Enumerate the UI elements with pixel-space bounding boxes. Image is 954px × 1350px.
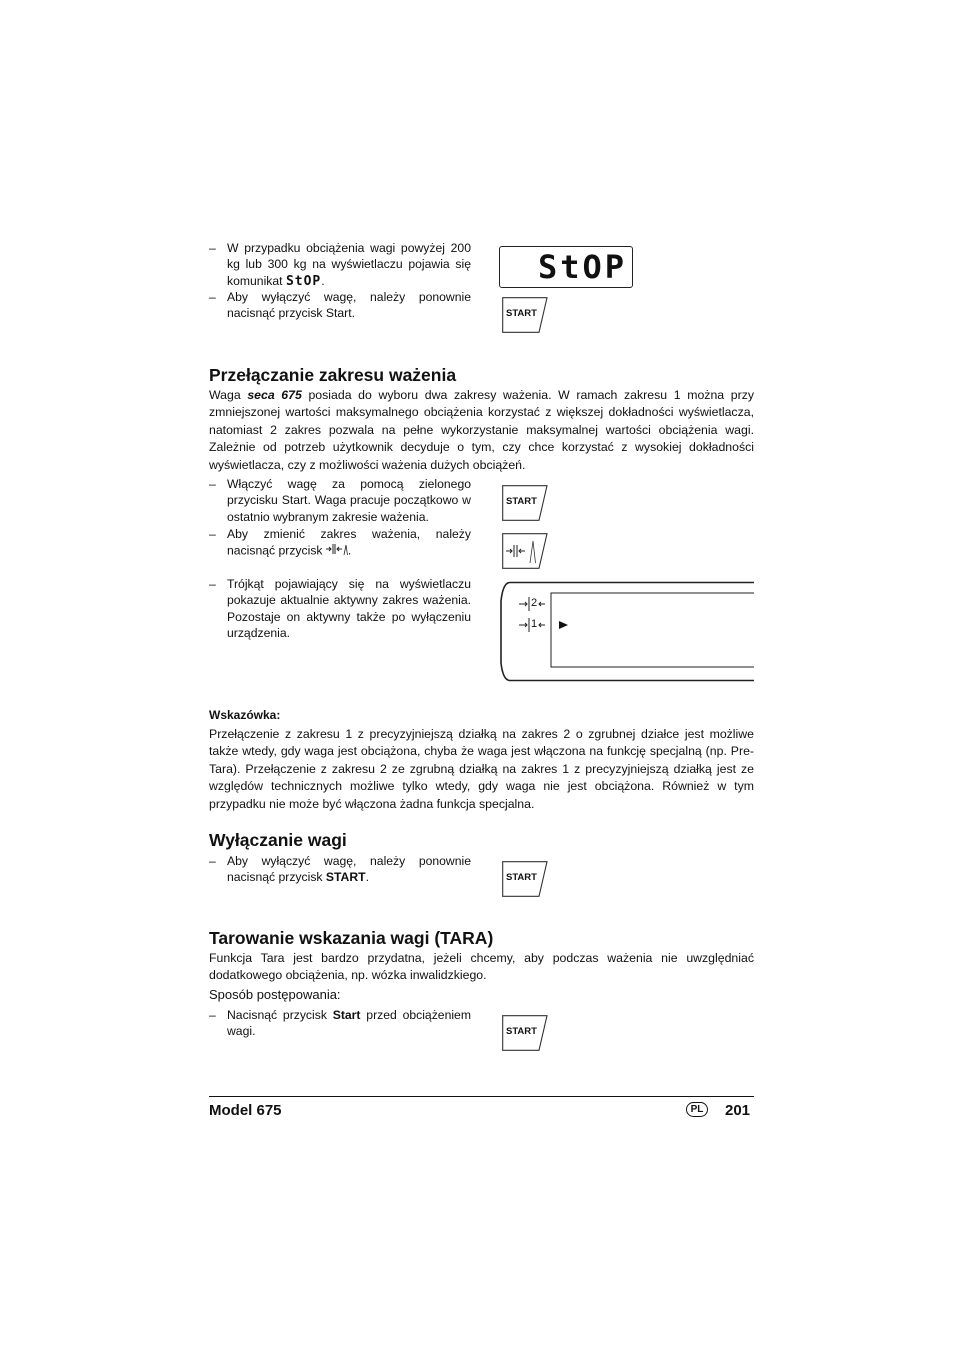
section-title-tare: Tarowanie wskazania wagi (TARA) — [209, 928, 494, 948]
bullet-dash: – — [209, 241, 216, 255]
bullet-tare-start — [209, 1007, 471, 1040]
start-key-inline: START — [325, 870, 366, 885]
language-badge: PL — [686, 1102, 708, 1117]
note-title: Wskazówka: — [209, 708, 281, 722]
note-text: Przełączenie z zakresu 1 z precyzyjniejszą działką na zakres 2 o zgrubnej działce jest możliwe także wtedy, gdy waga jest obciążona, chyba że waga jest włączona na funkcję specjalną (np. Pre-Tara). Przełączenie z zakresu 2 ze zgrubną działką na zakres 1 z precyzyjniejszą działką jest ze względów technicznych możliwe tylko wtedy, gdy waga nie jest obciążona. Również w tym przypadku nie może być włączona żadna funkcja specjalna. — [209, 727, 754, 811]
bullet-overload — [209, 240, 471, 290]
range-key-inline-icon — [326, 542, 348, 560]
bullet-turn-off — [209, 289, 471, 322]
start-key-icon — [502, 861, 548, 895]
bullet-text: Aby zmienić zakres ważenia, należy nacisnąć przycisk — [227, 527, 471, 558]
para-text-rest: posiada do wyboru dwa zakresy ważenia. W ramach zakresu 1 można przy zmniejszonej wartości maksymalnego obciążenia korzystać z większej dokładności wyświetlacza, natomiast 2 zakres pozwala na pełne wykorzystanie maksymalnej wartości obciążenia wagi. Zależnie od potrzeb użytkownik decyduje o tym, czy chce korzystać z wysokiej dokładności wyświetlacza, czy z możliwości ważenia dużych obciążeń. — [209, 388, 754, 472]
range-1-label: 1 — [531, 618, 538, 630]
section-title-turn-off: Wyłączanie wagi — [209, 830, 347, 850]
bullet-triangle — [209, 576, 471, 641]
stop-code: StOP — [285, 273, 322, 289]
footer-divider — [209, 1096, 754, 1097]
section-paragraph — [209, 387, 754, 474]
bullet-dash: – — [209, 577, 216, 591]
brand-name: seca 675 — [247, 388, 302, 402]
bullet-dash: – — [209, 477, 216, 491]
bullet-change-range — [209, 526, 471, 561]
start-key-icon — [502, 1015, 548, 1049]
bullet-dash: – — [209, 854, 216, 868]
range-display — [498, 581, 754, 682]
section-title-range: Przełączanie zakresu ważenia — [209, 365, 457, 385]
stop-display — [499, 246, 633, 288]
footer-model: Model 675 — [209, 1102, 282, 1119]
bullet-text-end: . — [347, 543, 352, 558]
start-key-label: START — [506, 496, 537, 507]
bullet-dash: – — [209, 527, 216, 541]
start-key-label: START — [506, 872, 537, 883]
bullet-text: Nacisnąć przycisk — [227, 1008, 333, 1022]
bullet-text: Trójkąt pojawiający się na wyświetlaczu pokazuje aktualnie aktywny zakres ważenia. Pozostaje on aktywny także po wyłączeniu urządzenia. — [227, 577, 471, 640]
start-key-icon — [502, 297, 548, 331]
bullet-text-end: przed obciążeniem wagi. — [227, 1008, 471, 1039]
bullet-turn-off-start — [209, 853, 471, 886]
active-range-triangle-icon — [559, 621, 568, 629]
start-key-label: START — [506, 308, 537, 319]
bullet-start — [209, 476, 471, 525]
bullet-text: Aby wyłączyć wagę, należy ponownie nacisnąć przycisk — [227, 854, 471, 885]
bullet-text: Aby wyłączyć wagę, należy ponownie nacisnąć przycisk Start. — [227, 290, 471, 321]
range-2-label: 2 — [531, 597, 538, 609]
para-text: Waga — [209, 388, 248, 402]
start-key-icon — [502, 485, 548, 519]
bullet-text-end: . — [365, 870, 369, 885]
bullet-text-end: . — [321, 273, 325, 288]
bullet-text: Włączyć wagę za pomocą zielonego przycisku Start. Waga pracuje początkowo w ostatnio wybranym zakresie ważenia. — [227, 477, 471, 524]
range-key-icon — [502, 533, 548, 569]
start-key-label: START — [506, 1026, 537, 1037]
stop-display-text: StOP — [538, 248, 628, 286]
start-key-inline: Start — [332, 1008, 361, 1022]
procedure-subtitle: Sposób postępowania: — [209, 987, 341, 1002]
bullet-dash: – — [209, 290, 216, 304]
page-number: 201 — [725, 1102, 751, 1119]
bullet-dash: – — [209, 1008, 216, 1022]
bullet-text: W przypadku obciążenia wagi powyżej 200 kg lub 300 kg na wyświetlaczu pojawia się komunikat — [227, 241, 471, 288]
tare-paragraph: Funkcja Tara jest bardzo przydatna, jeżeli chcemy, aby podczas ważenia nie uwzględniać dodatkowego obciążenia, np. wózka inwalidzkiego. — [209, 951, 754, 983]
